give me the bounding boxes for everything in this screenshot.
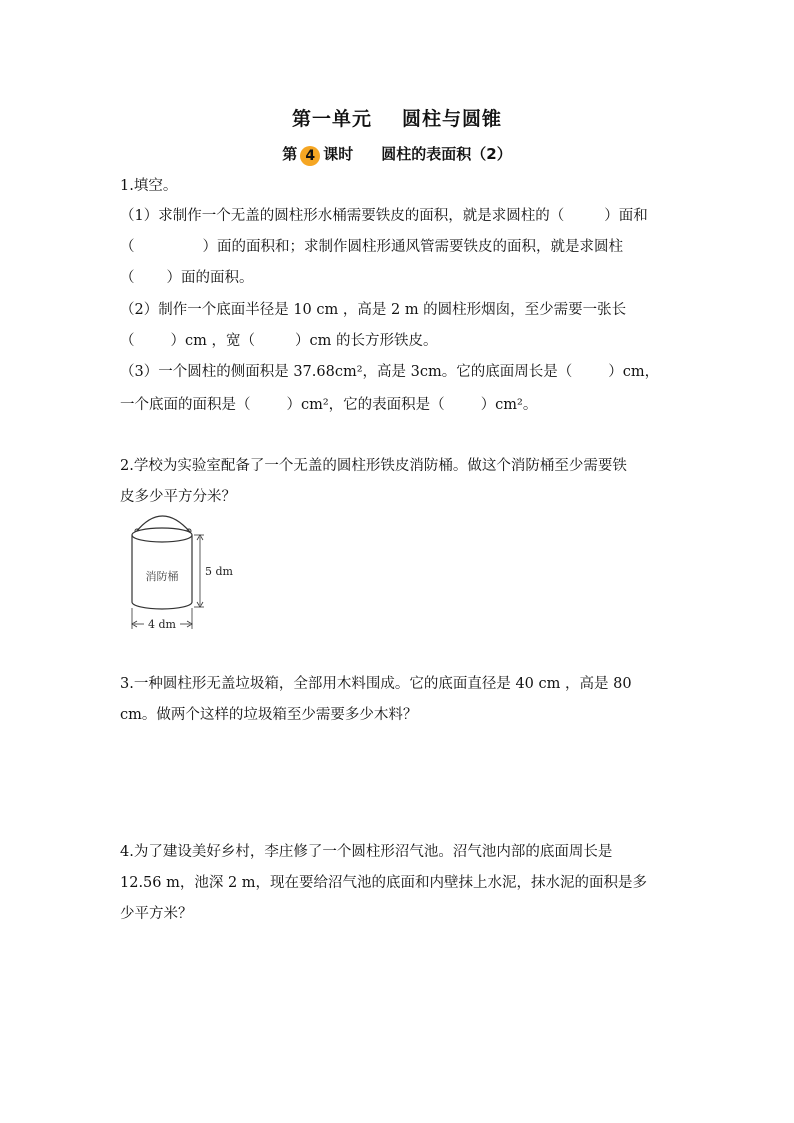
q1-part1-line2 [120,237,680,257]
q1-p1-text-e: （ [120,270,135,286]
q1-part3-line2 [120,395,680,415]
q1-part2-line2 [120,331,680,351]
height-label: 5 dm [205,565,233,578]
q1-part1-line3 [120,268,680,288]
q4-line1: 4.为了建设美好乡村，李庄修了一个圆柱形沼气池。沼气池内部的底面周长是 [120,844,613,860]
fire-bucket-figure [118,508,233,632]
lesson-name: 圆柱的表面积（2） [381,145,512,163]
q1-part3-line1 [120,362,680,382]
q4-line2: 12.56 m，池深 2 m，现在要给沼气池的底面和内壁抹上水泥，抹水泥的面积是多 [120,875,648,891]
q3-line2: cm。做两个这样的垃圾箱至少需要多少木料？ [120,707,418,723]
q1-part2-line1: （2）制作一个底面半径是 10 cm ，高是 2 m 的圆柱形烟囱，至少需要一张长 [120,302,627,318]
q1-p2-text-c: ）cm 的长方形铁皮。 [294,333,438,349]
lesson-number-badge: 4 [300,146,320,166]
bucket-label: 消防桶 [145,570,179,583]
q1-heading: 1.填空。 [120,178,178,194]
q1-p1-text-f: ）面的面积。 [166,270,254,286]
q1-p1-text-b: ）面和 [604,208,648,224]
q4-line3: 少平方米？ [120,906,193,922]
q2-line1: 2.学校为实验室配备了一个无盖的圆柱形铁皮消防桶。做这个消防桶至少需要铁 [120,458,627,474]
cylinder-bottom [132,602,192,609]
q1-p2-text-a: （ [120,333,135,349]
q1-p3-text-e: ）cm²。 [480,397,538,413]
cylinder-diagram [118,508,233,632]
q1-p3-text-c: 一个底面的面积是（ [120,397,251,413]
q2-line2: 皮多少平方分米？ [120,489,236,505]
q1-p1-text-c: （ [120,239,135,255]
q3-line1: 3.一种圆柱形无盖垃圾箱，全部用木料围成。它的底面直径是 40 cm ，高是 80 [120,676,632,692]
q1-p1-text-d: ）面的面积和；求制作圆柱形通风管需要铁皮的面积，就是求圆柱 [202,239,623,255]
unit-label: 第一单元 [291,108,372,130]
q1-part1-line1 [120,206,680,226]
lesson-suffix: 课时 [323,145,354,163]
unit-name: 圆柱与圆锥 [402,108,503,130]
q1-p3-text-a: （3）一个圆柱的侧面积是 37.68cm²，高是 3cm。它的底面周长是（ [120,364,573,380]
lesson-prefix: 第 [282,145,298,163]
q1-p3-text-d: ）cm²，它的表面积是（ [286,397,445,413]
q1-p2-text-b: ）cm ，宽（ [170,333,255,349]
width-label: 4 dm [148,618,176,631]
q1-p3-text-b: ）cm， [608,364,660,380]
lesson-title [0,143,794,166]
q1-p1-text-a: （1）求制作一个无盖的圆柱形水桶需要铁皮的面积，就是求圆柱的（ [120,208,565,224]
cylinder-top [132,528,192,542]
unit-title [0,104,794,131]
